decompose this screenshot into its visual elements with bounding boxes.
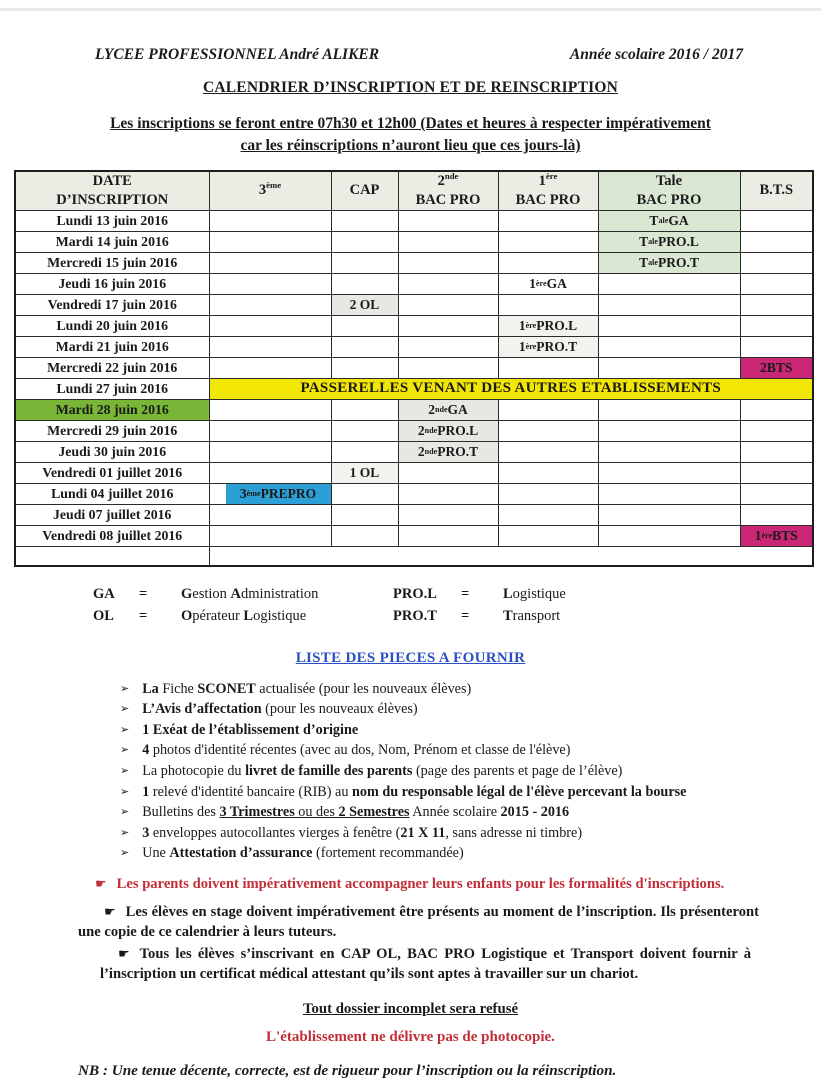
notes-section bbox=[0, 874, 821, 985]
list-bullet-icon: ➢ bbox=[120, 784, 130, 798]
pointing-hand-icon: ☛ bbox=[118, 947, 130, 963]
text-segment: enveloppes autocollantes vierges à fenêtre ( bbox=[149, 824, 401, 841]
table-header-cell bbox=[498, 171, 598, 210]
legend-abbr: OL bbox=[93, 608, 114, 625]
empty-cell bbox=[398, 294, 498, 315]
date-cell: Mardi 28 juin 2016 bbox=[15, 399, 209, 420]
pieces-list bbox=[0, 679, 821, 864]
empty-cell bbox=[398, 231, 498, 252]
list-bullet-icon: ➢ bbox=[120, 702, 130, 716]
legend-label bbox=[503, 605, 821, 627]
legend bbox=[93, 583, 821, 628]
text-segment: Fiche bbox=[162, 680, 198, 697]
passerelles-banner bbox=[209, 378, 813, 399]
empty-cell bbox=[598, 357, 740, 378]
list-item bbox=[120, 699, 761, 720]
text-segment: La photocopie du bbox=[142, 762, 246, 779]
empty-cell bbox=[331, 315, 398, 336]
list-item bbox=[120, 843, 761, 864]
text-segment: BTS bbox=[772, 527, 798, 543]
text-segment: T bbox=[639, 254, 649, 270]
empty-cell bbox=[398, 504, 498, 525]
text-segment: 3 bbox=[258, 182, 267, 199]
text-segment: PRO.L bbox=[658, 233, 699, 249]
text-segment: ransport bbox=[512, 608, 561, 625]
list-item-text bbox=[142, 761, 622, 782]
table-row bbox=[15, 294, 813, 315]
empty-cell bbox=[740, 483, 813, 504]
text-segment: , sans adresse ni timbre) bbox=[445, 824, 583, 841]
list-item bbox=[120, 782, 761, 803]
legend-label bbox=[503, 583, 821, 605]
empty-cell bbox=[209, 210, 331, 231]
list-item-text bbox=[142, 823, 582, 844]
date-cell: Vendredi 08 juillet 2016 bbox=[15, 525, 209, 546]
pointing-hand-icon: ☛ bbox=[104, 905, 116, 921]
text-segment: 1 bbox=[538, 172, 546, 189]
text-segment: ou des bbox=[294, 804, 339, 821]
empty-cell bbox=[398, 483, 498, 504]
empty-cell bbox=[331, 231, 398, 252]
text-segment: PRO.T bbox=[536, 338, 578, 354]
text-segment: PRO.L bbox=[437, 422, 479, 438]
text-segment: (fortement recommandée) bbox=[312, 845, 464, 862]
text-segment: (pour les nouveaux élèves) bbox=[261, 701, 418, 718]
list-bullet-icon: ➢ bbox=[120, 681, 130, 695]
table-row bbox=[15, 525, 813, 546]
empty-cell bbox=[598, 273, 740, 294]
table-body bbox=[15, 210, 813, 566]
note-paragraph bbox=[78, 902, 759, 942]
list-item-text bbox=[142, 679, 471, 700]
empty-cell bbox=[209, 462, 331, 483]
empty-cell bbox=[598, 336, 740, 357]
empty-cell bbox=[398, 525, 498, 546]
text-segment: SCONET bbox=[197, 680, 256, 697]
list-bullet-icon: ➢ bbox=[120, 825, 130, 839]
text-segment: 3 Trimestres bbox=[219, 804, 295, 821]
empty-cell bbox=[331, 336, 398, 357]
program-cell bbox=[331, 294, 398, 315]
text-segment: DATE bbox=[92, 172, 132, 189]
text-segment: 2 bbox=[417, 443, 425, 459]
empty-cell bbox=[598, 399, 740, 420]
program-cell: T ale PRO.T bbox=[598, 252, 740, 273]
text-segment: estion bbox=[192, 585, 231, 602]
empty-cell bbox=[498, 399, 598, 420]
note-paragraph bbox=[95, 874, 755, 894]
program-cell: T ale PRO.L bbox=[598, 231, 740, 252]
list-item-text bbox=[142, 740, 570, 761]
empty-cell bbox=[740, 273, 813, 294]
table-header-cell bbox=[15, 171, 209, 210]
empty-cell bbox=[598, 420, 740, 441]
list-item bbox=[120, 679, 761, 700]
text-segment: pérateur bbox=[192, 608, 244, 625]
empty-cell bbox=[209, 420, 331, 441]
program-cell: 1 ère PRO.T bbox=[498, 336, 598, 357]
empty-cell bbox=[209, 294, 331, 315]
date-cell: Mercredi 22 juin 2016 bbox=[15, 357, 209, 378]
empty-cell bbox=[498, 441, 598, 462]
empty-cell bbox=[598, 462, 740, 483]
date-cell: Mardi 14 juin 2016 bbox=[15, 231, 209, 252]
text-segment: 3 bbox=[142, 824, 150, 841]
scan-artifact-line bbox=[0, 8, 821, 11]
nb-line: NB : Une tenue décente, correcte, est de rigueur pour l’inscription ou la réinscription. bbox=[78, 1061, 617, 1079]
program-cell bbox=[740, 357, 813, 378]
text-segment: 2 Semestres bbox=[338, 804, 410, 821]
list-item-text bbox=[142, 843, 464, 864]
text-segment: 1 bbox=[754, 527, 762, 543]
text-segment: T bbox=[503, 608, 513, 625]
empty-cell bbox=[331, 399, 398, 420]
text-segment: dministration bbox=[241, 585, 319, 602]
table-row bbox=[15, 504, 813, 525]
text-segment: La bbox=[142, 680, 163, 697]
text-segment: 1 bbox=[142, 783, 150, 800]
legend-left-group bbox=[93, 583, 393, 628]
intro-note-line1: Les inscriptions se feront entre 07h30 et 12h00 (Dates et heures à respecter impérativement bbox=[110, 115, 711, 132]
empty-cell bbox=[740, 315, 813, 336]
text-segment: 1 bbox=[518, 338, 526, 354]
table-row bbox=[15, 399, 813, 420]
table-header-cell bbox=[398, 171, 498, 210]
table-row bbox=[15, 546, 813, 566]
list-bullet-icon: ➢ bbox=[120, 722, 130, 736]
empty-cell bbox=[498, 525, 598, 546]
table-row bbox=[15, 420, 813, 441]
empty-cell bbox=[740, 399, 813, 420]
note-paragraph bbox=[100, 944, 751, 984]
empty-cell bbox=[209, 252, 331, 273]
empty-merged-cell bbox=[209, 546, 813, 566]
legend-row bbox=[393, 583, 821, 605]
intro-note bbox=[0, 113, 821, 158]
text-segment: (page des parents et page de l’élève) bbox=[412, 762, 623, 779]
empty-cell bbox=[331, 483, 398, 504]
empty-cell bbox=[209, 315, 331, 336]
empty-cell bbox=[740, 231, 813, 252]
text-segment: T bbox=[639, 233, 649, 249]
text-segment: Bulletins des bbox=[142, 804, 220, 821]
empty-cell bbox=[598, 315, 740, 336]
empty-cell bbox=[331, 420, 398, 441]
empty-cell bbox=[398, 462, 498, 483]
text-segment: Attestation d’assurance bbox=[169, 845, 313, 862]
text-segment: T bbox=[649, 212, 659, 228]
date-cell: Lundi 13 juin 2016 bbox=[15, 210, 209, 231]
empty-cell bbox=[598, 294, 740, 315]
empty-cell bbox=[209, 273, 331, 294]
text-segment: ère bbox=[545, 171, 558, 182]
text-segment: O bbox=[181, 608, 193, 625]
list-bullet-icon: ➢ bbox=[120, 763, 130, 777]
table-row bbox=[15, 483, 813, 504]
empty-cell bbox=[398, 315, 498, 336]
empty-cell bbox=[498, 483, 598, 504]
empty-cell bbox=[498, 462, 598, 483]
empty-cell bbox=[398, 210, 498, 231]
text-segment: BAC PRO bbox=[515, 191, 581, 208]
empty-cell bbox=[398, 336, 498, 357]
empty-cell bbox=[498, 294, 598, 315]
legend-label bbox=[181, 605, 393, 627]
text-segment: BAC PRO bbox=[415, 191, 481, 208]
text-segment: GA bbox=[546, 275, 567, 291]
list-item-text bbox=[142, 782, 686, 803]
text-segment: G bbox=[181, 585, 193, 602]
table-head bbox=[15, 171, 813, 210]
date-cell: Lundi 27 juin 2016 bbox=[15, 378, 209, 399]
text-segment: GA bbox=[668, 212, 689, 228]
empty-cell bbox=[331, 252, 398, 273]
empty-cell bbox=[331, 441, 398, 462]
date-cell: Lundi 04 juillet 2016 bbox=[15, 483, 209, 504]
list-bullet-icon: ➢ bbox=[120, 743, 130, 757]
text-segment: L bbox=[503, 585, 513, 602]
text-segment: PASSERELLES VENANT DES AUTRES ETABLISSEMENTS bbox=[300, 380, 722, 397]
text-segment: PRO.T bbox=[437, 443, 479, 459]
empty-cell bbox=[209, 441, 331, 462]
empty-cell bbox=[498, 357, 598, 378]
empty-cell bbox=[209, 399, 331, 420]
list-item-text bbox=[142, 699, 417, 720]
program-cell: T ale GA bbox=[598, 210, 740, 231]
list-item-text bbox=[142, 720, 358, 741]
text-segment: 1 OL bbox=[349, 464, 380, 480]
legend-abbr: PRO.T bbox=[393, 608, 437, 625]
empty-cell bbox=[740, 420, 813, 441]
note-text: Tous les élèves s’inscrivant en CAP OL, BAC PRO Logistique et Transport doivent fournir à l’inscription un certificat médical attestant qu’ils sont aptes à travailler sur un chariot. bbox=[100, 946, 751, 983]
text-segment: 21 X 11 bbox=[400, 824, 446, 841]
text-segment: GA bbox=[447, 401, 468, 417]
refusal-line: Tout dossier incomplet sera refusé bbox=[302, 1000, 519, 1017]
legend-right-group bbox=[393, 583, 821, 628]
empty-cell bbox=[331, 210, 398, 231]
empty-cell bbox=[209, 504, 331, 525]
date-cell: Lundi 20 juin 2016 bbox=[15, 315, 209, 336]
text-segment: L’Avis d’affectation bbox=[142, 701, 262, 718]
date-cell: Jeudi 30 juin 2016 bbox=[15, 441, 209, 462]
empty-cell bbox=[498, 504, 598, 525]
table-row bbox=[15, 252, 813, 273]
legend-equals: = bbox=[461, 608, 470, 625]
text-segment: ème bbox=[266, 180, 282, 191]
text-segment: relevé d'identité bancaire (RIB) au bbox=[149, 783, 352, 800]
table-row bbox=[15, 210, 813, 231]
text-segment: nom du responsable légal de l'élève percevant la bourse bbox=[351, 783, 687, 800]
text-segment: PREPRO bbox=[260, 485, 317, 501]
empty-cell bbox=[398, 357, 498, 378]
intro-note-line2: car les réinscriptions n’auront lieu que ces jours-là) bbox=[240, 137, 581, 155]
note-text: Les élèves en stage doivent impérativement être présents au moment de l’inscription. Ils présenteront une copie de ce calendrier à leurs tuteurs. bbox=[78, 904, 759, 941]
text-segment: 2 OL bbox=[349, 296, 380, 312]
text-segment: PRO.T bbox=[658, 254, 699, 270]
text-segment: 2015 - 2016 bbox=[500, 804, 570, 821]
text-segment: 1 bbox=[518, 317, 526, 333]
text-segment: B.T.S bbox=[759, 182, 794, 199]
note-text: Les parents doivent impérativement accompagner leurs enfants pour les formalités d'inscriptions. bbox=[116, 875, 725, 892]
empty-cell bbox=[398, 252, 498, 273]
table-row bbox=[15, 462, 813, 483]
program-cell: 1 ère GA bbox=[498, 273, 598, 294]
legend-row bbox=[93, 605, 393, 627]
empty-cell bbox=[209, 231, 331, 252]
text-segment: 2 bbox=[417, 422, 425, 438]
legend-equals: = bbox=[461, 585, 470, 602]
legend-abbr: GA bbox=[93, 585, 115, 602]
empty-cell bbox=[598, 504, 740, 525]
empty-cell bbox=[740, 336, 813, 357]
table-header-cell bbox=[331, 171, 398, 210]
program-cell bbox=[331, 462, 398, 483]
empty-cell bbox=[498, 210, 598, 231]
text-segment: ogistique bbox=[512, 585, 566, 602]
text-segment: 1 Exéat de l’établissement d’origine bbox=[142, 721, 359, 738]
text-segment: 2BTS bbox=[760, 359, 793, 375]
empty-cell bbox=[498, 420, 598, 441]
table-row bbox=[15, 273, 813, 294]
empty-cell bbox=[598, 441, 740, 462]
empty-cell bbox=[740, 294, 813, 315]
list-item bbox=[120, 720, 761, 741]
text-segment: nde bbox=[444, 171, 459, 182]
table-header-cell bbox=[209, 171, 331, 210]
table-row bbox=[15, 315, 813, 336]
table-row bbox=[15, 441, 813, 462]
list-bullet-icon: ➢ bbox=[120, 805, 130, 819]
program-cell: 2 nde GA bbox=[398, 399, 498, 420]
text-segment: BAC PRO bbox=[636, 191, 702, 208]
empty-cell bbox=[740, 441, 813, 462]
text-segment: ogistique bbox=[253, 608, 307, 625]
text-segment: 2 bbox=[428, 401, 435, 417]
table-row bbox=[15, 336, 813, 357]
program-cell: 3 ème PREPRO bbox=[209, 483, 331, 504]
date-cell bbox=[15, 546, 209, 566]
text-segment: 4 bbox=[142, 742, 150, 759]
text-segment: D’INSCRIPTION bbox=[56, 191, 169, 208]
text-segment: Année scolaire bbox=[409, 804, 501, 821]
empty-cell bbox=[498, 252, 598, 273]
date-cell: Jeudi 16 juin 2016 bbox=[15, 273, 209, 294]
date-cell: Vendredi 17 juin 2016 bbox=[15, 294, 209, 315]
pointing-hand-icon: ☛ bbox=[95, 876, 107, 892]
legend-equals: = bbox=[139, 585, 148, 602]
empty-cell bbox=[209, 336, 331, 357]
inscription-table bbox=[14, 170, 814, 567]
text-segment: livret de famille des parents bbox=[245, 762, 413, 779]
empty-cell bbox=[598, 483, 740, 504]
document-title: CALENDRIER D’INSCRIPTION ET DE REINSCRIPTION bbox=[202, 79, 619, 96]
text-segment: L bbox=[243, 608, 254, 625]
date-cell: Mercredi 15 juin 2016 bbox=[15, 252, 209, 273]
text-segment: Une bbox=[142, 845, 170, 862]
legend-equals: = bbox=[139, 608, 148, 625]
list-item bbox=[120, 740, 761, 761]
text-segment: photos d'identité récentes (avec au dos, Nom, Prénom et classe de l'élève) bbox=[149, 742, 571, 759]
school-name: LYCEE PROFESSIONNEL André ALIKER bbox=[95, 46, 380, 63]
program-cell: 1 ère BTS bbox=[740, 525, 813, 546]
text-segment: 2 bbox=[437, 172, 445, 189]
text-segment: 3 bbox=[239, 485, 247, 501]
table-header-cell bbox=[740, 171, 813, 210]
legend-row bbox=[93, 583, 393, 605]
text-segment: CAP bbox=[349, 182, 380, 199]
empty-cell bbox=[598, 525, 740, 546]
table-row bbox=[15, 357, 813, 378]
date-cell: Vendredi 01 juillet 2016 bbox=[15, 462, 209, 483]
list-item bbox=[120, 802, 761, 823]
table-row bbox=[15, 378, 813, 399]
empty-cell bbox=[398, 273, 498, 294]
empty-cell bbox=[498, 231, 598, 252]
table-row bbox=[15, 231, 813, 252]
program-cell: 2 nde PRO.L bbox=[398, 420, 498, 441]
empty-cell bbox=[740, 210, 813, 231]
table-header-row bbox=[15, 171, 813, 210]
empty-cell bbox=[331, 273, 398, 294]
date-cell: Mardi 21 juin 2016 bbox=[15, 336, 209, 357]
text-segment: 1 bbox=[529, 275, 536, 291]
list-bullet-icon: ➢ bbox=[120, 846, 130, 860]
empty-cell bbox=[331, 357, 398, 378]
school-year-label: Année scolaire 2016 / 2017 bbox=[569, 46, 743, 63]
empty-cell bbox=[740, 462, 813, 483]
empty-cell bbox=[209, 525, 331, 546]
table-header-cell bbox=[598, 171, 740, 210]
program-cell: 2 nde PRO.T bbox=[398, 441, 498, 462]
list-item-text bbox=[142, 802, 569, 823]
date-cell: Jeudi 07 juillet 2016 bbox=[15, 504, 209, 525]
empty-cell bbox=[331, 525, 398, 546]
date-cell: Mercredi 29 juin 2016 bbox=[15, 420, 209, 441]
text-segment: actualisée (pour les nouveaux élèves) bbox=[255, 680, 472, 697]
legend-abbr: PRO.L bbox=[393, 585, 437, 602]
list-item bbox=[120, 823, 761, 844]
empty-cell bbox=[740, 504, 813, 525]
photocopy-line: L'établissement ne délivre pas de photocopie. bbox=[266, 1028, 555, 1045]
text-segment: Tale bbox=[655, 172, 683, 189]
empty-cell bbox=[331, 504, 398, 525]
list-item bbox=[120, 761, 761, 782]
empty-cell bbox=[209, 357, 331, 378]
legend-label bbox=[181, 583, 393, 605]
text-segment: A bbox=[230, 585, 242, 602]
pieces-title: LISTE DES PIECES A FOURNIR bbox=[295, 649, 526, 666]
legend-row bbox=[393, 605, 821, 627]
text-segment: PRO.L bbox=[536, 317, 578, 333]
empty-cell bbox=[740, 252, 813, 273]
program-cell: 1 ère PRO.L bbox=[498, 315, 598, 336]
